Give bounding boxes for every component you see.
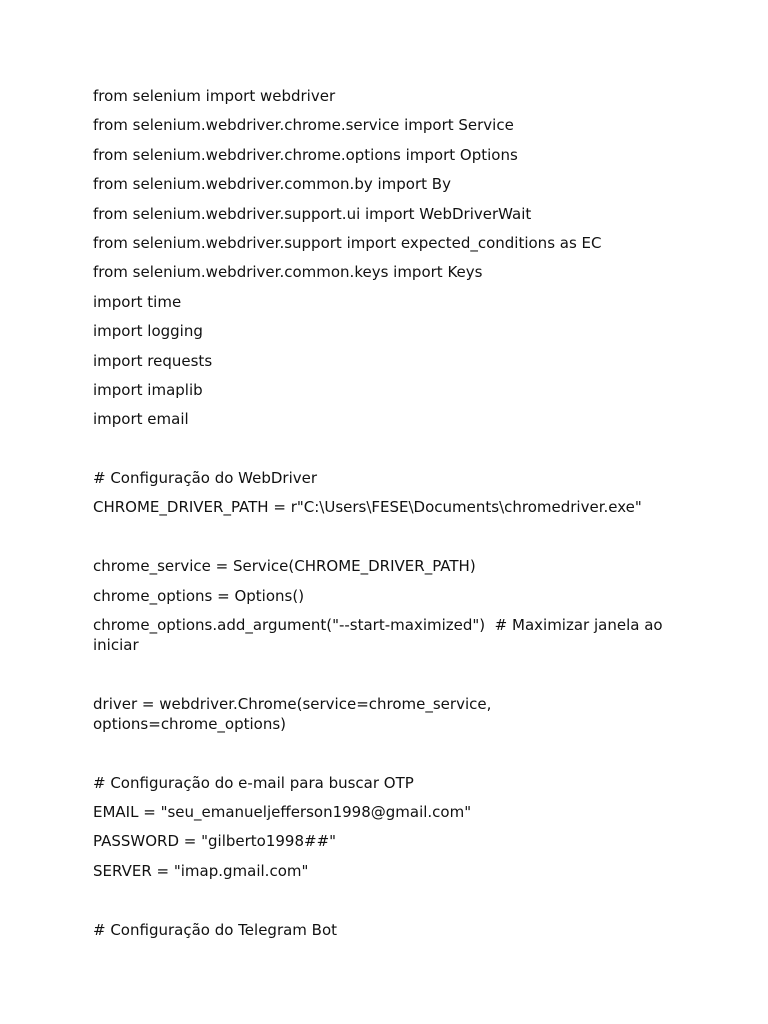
code-line: EMAIL = "seu_emanueljefferson1998@gmail.com" <box>93 802 472 821</box>
blank-line <box>93 527 673 547</box>
code-line: import email <box>93 410 189 429</box>
code-comment: # Configuração do WebDriver <box>93 469 318 488</box>
code-line: import requests <box>93 351 213 370</box>
code-line: CHROME_DRIVER_PATH = r"C:\Users\FESE\Documents\chromedriver.exe" <box>93 498 642 517</box>
code-line: SERVER = "imap.gmail.com" <box>93 861 309 880</box>
code-comment: # Configuração do e-mail para buscar OTP <box>93 773 414 792</box>
code-line: PASSWORD = "gilberto1998##" <box>93 832 337 851</box>
code-line: from selenium.webdriver.common.by import By <box>93 175 451 194</box>
code-line: chrome_service = Service(CHROME_DRIVER_PATH) <box>93 557 476 576</box>
code-line: chrome_options = Options() <box>93 586 305 605</box>
code-line: from selenium.webdriver.chrome.service import Service <box>93 116 514 135</box>
code-line: from selenium.webdriver.support.ui import WebDriverWait <box>93 204 532 223</box>
code-line: import imaplib <box>93 380 203 399</box>
code-comment: # Configuração do Telegram Bot <box>93 920 338 939</box>
code-line: from selenium import webdriver <box>93 87 336 105</box>
code-line: chrome_options.add_argument("--start-maximized") # Maximizar janela ao iniciar <box>93 616 668 655</box>
blank-line <box>93 743 673 763</box>
code-line: import logging <box>93 322 203 341</box>
code-line: import time <box>93 292 182 311</box>
blank-line <box>93 890 673 910</box>
code-line: from selenium.webdriver.chrome.options import Options <box>93 145 518 164</box>
code-line: from selenium.webdriver.common.keys import Keys <box>93 263 483 282</box>
code-line: driver = webdriver.Chrome(service=chrome_service, options=chrome_options) <box>93 694 497 733</box>
code-line: from selenium.webdriver.support import expected_conditions as EC <box>93 233 602 252</box>
code-text-block <box>93 86 673 949</box>
blank-line <box>93 439 673 459</box>
blank-line <box>93 664 673 684</box>
